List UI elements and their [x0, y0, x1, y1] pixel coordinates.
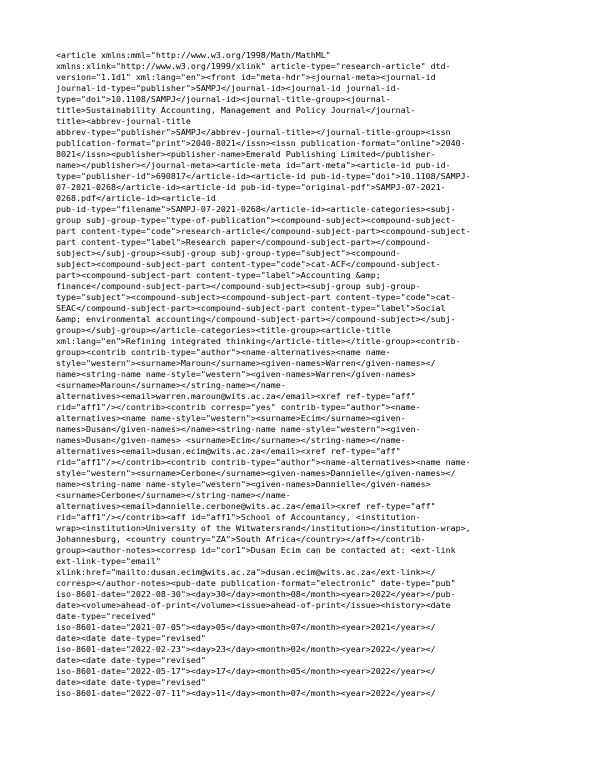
xml-source-line: part><compound-subject-part content-type="label">Accounting &amp; [56, 270, 381, 280]
xml-source-line: alternatives><email>dannielle.cerbone@wits.ac.za</email><xref ref-type="aff" [56, 501, 436, 511]
xml-source-line: date-type="received" [56, 611, 156, 621]
xml-source-line: title><abbrev-journal-title [56, 116, 191, 126]
xml-source-line: group><author-notes><corresp id="cor1">Dusan Ecim can be contacted at: <ext-link [56, 545, 456, 555]
xml-source-line: date><date date-type="revised" [56, 677, 206, 687]
xml-source-line: SEAC</compound-subject-part><compound-subject-part content-type="label">Social [56, 303, 446, 313]
xml-source-line: xml:lang="en">Refining integrated thinking</article-title></title-group><contrib- [56, 336, 461, 346]
xml-source-line: style="western"><surname>Maroun</surname><given-names>Warren</given-names></ [56, 358, 436, 368]
xml-source-line: type="doi">10.1108/SAMPJ</journal-id><journal-title-group><journal- [56, 94, 391, 104]
xml-source-line: rid="aff1"/></contrib><aff id="aff1">School of Accountancy, <institution- [56, 512, 421, 522]
xml-source-line: names>Dusan</given-names> <surname>Ecim</surname></string-name></name- [56, 435, 406, 445]
xml-source-line: subject><compound-subject-part content-type="code">cat-ACF</compound-subject- [56, 259, 441, 269]
xml-source-line: title>Sustainability Accounting, Management and Policy Journal</journal- [56, 105, 416, 115]
xml-source-line: <surname>Maroun</surname></string-name></name- [56, 380, 286, 390]
xml-source-line: name><string-name name-style="western"><given-names>Warren</given-names> [56, 369, 416, 379]
xml-source-line: part content-type="label">Research paper</compound-subject-part></compound- [56, 237, 431, 247]
xml-source-line: wrap><institution>University of the Witwatersrand</institution></institution-wrap>, [56, 523, 471, 533]
xml-source-line: type="publisher-id">690817</article-id><article-id pub-id-type="doi">10.1108/SAMPJ- [56, 171, 471, 181]
xml-source-line: date><volume>ahead-of-print</volume><issue>ahead-of-print</issue><history><date [56, 600, 451, 610]
xml-source-line: alternatives><email>dusan.ecim@wits.ac.za</email><xref ref-type="aff" [56, 446, 401, 456]
xml-source-line: finance</compound-subject-part></compound-subject><subj-group subj-group- [56, 281, 421, 291]
xml-source-line: alternatives><email>warren.maroun@wits.ac.za</email><xref ref-type="aff" [56, 391, 416, 401]
xml-source-line: xmlns:xlink="http://www.w3.org/1999/xlink" article-type="research-article" dtd- [56, 61, 451, 71]
xml-source-line: name></publisher></journal-meta><article-meta id="art-meta"><article-id pub-id- [56, 160, 451, 170]
xml-source-line: name><string-name name-style="western"><given-names>Dannielle</given-names> [56, 479, 431, 489]
xml-source-line: iso-8601-date="2022-08-30"><day>30</day><month>08</month><year>2022</year></pub- [56, 589, 456, 599]
xml-source-line: ext-link-type="email" [56, 556, 161, 566]
xml-source-line: iso-8601-date="2022-07-11"><day>11</day><month>07</month><year>2022</year></ [56, 688, 436, 698]
xml-source-line: abbrev-type="publisher">SAMPJ</abbrev-journal-title></journal-title-group><issn [56, 127, 451, 137]
xml-source-line: group></subj-group></article-categories><title-group><article-title [56, 325, 391, 335]
xml-source-line: <surname>Cerbone</surname></string-name></name- [56, 490, 291, 500]
xml-source-line: date><date date-type="revised" [56, 655, 206, 665]
xml-source-line: group subj-group-type="type-of-publication"><compound-subject><compound-subject- [56, 215, 456, 225]
xml-source-line: corresp></author-notes><pub-date publication-format="electronic" date-type="pub" [56, 578, 456, 588]
xml-source-line: &amp; environmental accounting</compound-subject-part></compound-subject></subj- [56, 314, 456, 324]
xml-source-line: 0268.pdf</article-id><article-id [56, 193, 216, 203]
xml-source-line: group><contrib contrib-type="author"><name-alternatives><name name- [56, 347, 391, 357]
xml-source-line: subject></subj-group><subj-group subj-group-type="subject"><compound- [56, 248, 401, 258]
xml-source-line: iso-8601-date="2022-05-17"><day>17</day><month>05</month><year>2022</year></ [56, 666, 436, 676]
xml-source-line: 8021</issn><publisher><publisher-name>Emerald Publishing Limited</publisher- [56, 149, 436, 159]
xml-source-line: journal-id-type="publisher">SAMPJ</journal-id><journal-id journal-id- [56, 83, 401, 93]
xml-source-line: iso-8601-date="2022-02-23"><day>23</day><month>02</month><year>2022</year></ [56, 644, 436, 654]
xml-source-line: style="western"><surname>Cerbone</surname><given-names>Dannielle</given-names></ [56, 468, 456, 478]
xml-source-line: pub-id-type="filename">SAMPJ-07-2021-0268</article-id><article-categories><subj- [56, 204, 456, 214]
xml-source-line: type="subject"><compound-subject><compound-subject-part content-type="code">cat- [56, 292, 456, 302]
xml-source-line: alternatives><name name-style="western"><surname>Ecim</surname><given- [56, 413, 406, 423]
xml-source-line: rid="aff1"/></contrib><contrib corresp="yes" contrib-type="author"><name- [56, 402, 421, 412]
xml-source-line: rid="aff1"/></contrib><contrib contrib-type="author"><name-alternatives><name name- [56, 457, 471, 467]
document-page [56, 50, 556, 750]
xml-source-line: xlink:href="mailto:dusan.ecim@wits.ac.za">dusan.ecim@wits.ac.za</ext-link></ [56, 567, 436, 577]
xml-source-line: part content-type="code">research-article</compound-subject-part><compound-subject- [56, 226, 471, 236]
xml-source-line: names>Dusan</given-names></name><string-name name-style="western"><given- [56, 424, 421, 434]
xml-source-line: Johannesburg, <country country="ZA">South Africa</country></aff></contrib- [56, 534, 426, 544]
xml-source-line: publication-format="print">2040-8021</issn><issn publication-format="online">2040- [56, 138, 466, 148]
xml-source-line: version="1.1d1" xml:lang="en"><front id="meta-hdr"><journal-meta><journal-id [56, 72, 436, 82]
xml-source-line: <article xmlns:mml="http://www.w3.org/1998/Math/MathML" [56, 50, 331, 60]
xml-source-line: 07-2021-0268</article-id><article-id pub-id-type="original-pdf">SAMPJ-07-2021- [56, 182, 446, 192]
xml-source-line: date><date date-type="revised" [56, 633, 206, 643]
xml-source-line: iso-8601-date="2021-07-05"><day>05</day><month>07</month><year>2021</year></ [56, 622, 436, 632]
